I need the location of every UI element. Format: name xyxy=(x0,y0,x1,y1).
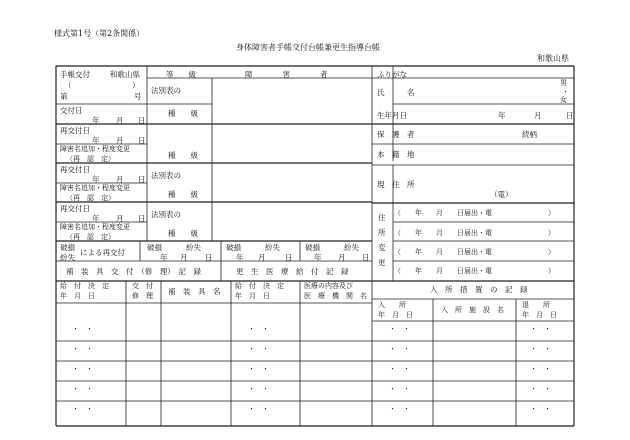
change-label-1: 障害名追加・程度変更 xyxy=(60,145,130,153)
addr-change-row-3: （ 年 月 日届出・電 ） xyxy=(394,248,555,256)
haso-1: 破損 xyxy=(147,243,162,252)
record-date-dots: ・ ・ xyxy=(72,405,93,413)
record-date-dots: ・ ・ xyxy=(530,365,551,373)
haso-2-year: 年 xyxy=(236,253,244,262)
dai-label: 第 xyxy=(60,92,68,101)
change-label-2: 障害名追加・程度変更 xyxy=(60,184,130,192)
shimei-label: 氏 名 xyxy=(377,88,415,97)
shugo-1: 種 級 xyxy=(168,109,198,118)
birth-day: 日 xyxy=(566,111,574,120)
saikoufubi-1-year: 年 xyxy=(92,136,100,145)
record-date-dots: ・ ・ xyxy=(72,325,93,333)
den-label: （電） xyxy=(490,190,513,199)
issuer-name: 和歌山県 xyxy=(537,54,569,63)
record-date-dots: ・ ・ xyxy=(248,365,269,373)
iryou-kikan-col: 医 療 機 関 名 xyxy=(304,292,367,300)
haso-3-day: 日 xyxy=(362,253,370,262)
record-date-dots: ・ ・ xyxy=(530,345,551,353)
ymd-2: 年 月 日 xyxy=(235,292,270,300)
record-date-dots: ・ ・ xyxy=(72,385,93,393)
shugo-3: 種 級 xyxy=(168,190,198,199)
haso-2: 破損 xyxy=(226,243,241,252)
saikoufubi-2-day: 日 xyxy=(138,175,146,184)
nyusho-name-col: 入 所 施 設 名 xyxy=(441,306,504,314)
paren-close: ） xyxy=(132,81,140,90)
sex-female: 女 xyxy=(560,96,567,104)
addr-change-row-1: （ 年 月 日届出・電 ） xyxy=(394,209,555,217)
record-date-dots: ・ ・ xyxy=(530,405,551,413)
record-date-dots: ・ ・ xyxy=(530,325,551,333)
saikoufubi-1-month: 月 xyxy=(116,136,124,145)
haso-label: 破損 xyxy=(60,243,75,252)
issue-label: 手帳交付 xyxy=(60,70,90,79)
honseki-label: 本 籍 地 xyxy=(377,150,415,159)
issue-pref: 和歌山県 xyxy=(110,70,140,79)
haso-2-day: 日 xyxy=(285,253,293,262)
haso-1-year: 年 xyxy=(160,253,168,262)
haso-3-month: 月 xyxy=(338,253,346,262)
sex-dot: ・ xyxy=(562,88,569,96)
koufubi-label: 交付日 xyxy=(60,106,83,115)
beppyou-3: 法別表の xyxy=(151,210,181,219)
record-date-dots: ・ ・ xyxy=(248,325,269,333)
koufubi-year: 年 xyxy=(92,116,100,125)
shuuri-col: 修 理 xyxy=(132,292,153,300)
funshitsu-1: 紛失 xyxy=(186,243,201,252)
saikoufubi-label-1: 再交付日 xyxy=(60,126,90,135)
saikoufubi-label-2: 再交付日 xyxy=(60,165,90,174)
form-title: 身体障害者手帳交付台帳兼更生指導台帳 xyxy=(236,43,380,52)
zokugara-label: 続柄 xyxy=(522,130,537,139)
shugo-2: 種 級 xyxy=(168,151,198,160)
record-date-dots: ・ ・ xyxy=(248,385,269,393)
genjusho-label: 現 住 所 xyxy=(377,180,415,189)
beppyou-1: 法別表の xyxy=(151,86,181,95)
funshitsu-3: 紛失 xyxy=(344,243,359,252)
ymd-1: 年 月 日 xyxy=(60,292,95,300)
record-date-dots: ・ ・ xyxy=(530,385,551,393)
nyusho-ymd: 年 月 日 xyxy=(378,311,413,319)
kyufu-kettei-2: 給 付 決 定 xyxy=(235,282,284,290)
funshitsu-label: 紛失 xyxy=(60,253,75,262)
saikoufubi-3-year: 年 xyxy=(92,214,100,223)
furigana-label: ふりがな xyxy=(377,70,407,79)
recognition-2: （再 認 定） xyxy=(66,194,115,202)
jusho-henkou-1: 住 xyxy=(378,213,386,222)
by-reissue-label: による再交付 xyxy=(80,248,125,257)
iryou-naiyou-col: 医療の内容及び xyxy=(304,282,353,290)
hogosha-label: 保 護 者 xyxy=(377,130,415,139)
record-date-dots: ・ ・ xyxy=(72,345,93,353)
beppyou-2: 法別表の xyxy=(151,171,181,180)
saikoufubi-3-month: 月 xyxy=(116,214,124,223)
birth-month: 月 xyxy=(534,111,542,120)
form-number: 様式第1号（第2条関係） xyxy=(54,29,145,38)
haso-1-month: 月 xyxy=(180,253,188,262)
record-date-dots: ・ ・ xyxy=(389,385,410,393)
koufubi-month: 月 xyxy=(116,116,124,125)
saikoufubi-3-day: 日 xyxy=(138,214,146,223)
saikoufubi-2-month: 月 xyxy=(116,175,124,184)
record-date-dots: ・ ・ xyxy=(248,405,269,413)
koufu-col: 交 付 xyxy=(132,282,153,290)
change-label-3: 障害名追加・程度変更 xyxy=(60,223,130,231)
record-date-dots: ・ ・ xyxy=(72,365,93,373)
sex-male: 男 xyxy=(560,79,567,87)
nyusho-header: 入 所 措 置 の 記 録 xyxy=(430,285,528,294)
hosougu-header: 補 装 具 交 付 （修 理） 記 録 xyxy=(66,267,201,276)
birth-year: 年 xyxy=(498,111,506,120)
funshitsu-2: 紛失 xyxy=(265,243,280,252)
addr-change-row-2: （ 年 月 日届出・電 ） xyxy=(394,229,555,237)
addr-change-row-4: （ 年 月 日届出・電 ） xyxy=(394,267,555,275)
paren-open: （ xyxy=(64,81,72,90)
shugo-4: 種 級 xyxy=(168,229,198,238)
hosouguname-col: 補 装 具 名 xyxy=(168,287,221,296)
kyufu-kettei-1: 給 付 決 定 xyxy=(60,282,109,290)
recognition-3: （再 認 定） xyxy=(66,233,115,241)
nyusho-col: 入 所 xyxy=(378,301,406,309)
taisho-col: 退 所 xyxy=(522,301,550,309)
haso-3: 破損 xyxy=(305,243,320,252)
record-date-dots: ・ ・ xyxy=(389,325,410,333)
record-date-dots: ・ ・ xyxy=(248,345,269,353)
saikoufubi-2-year: 年 xyxy=(92,175,100,184)
seinengappi-label: 生年月日 xyxy=(377,111,407,120)
jusho-henkou-3: 変 xyxy=(378,243,386,252)
jusho-henkou-2: 所 xyxy=(378,228,386,237)
saikoufubi-label-3: 再交付日 xyxy=(60,204,90,213)
taisho-ymd: 年 月 日 xyxy=(522,311,557,319)
haso-3-year: 年 xyxy=(314,253,322,262)
kousei-header: 更 生 医 療 給 付 記 録 xyxy=(236,267,349,276)
record-date-dots: ・ ・ xyxy=(389,405,410,413)
recognition-1: （再 認 定） xyxy=(66,155,115,163)
koufubi-day: 日 xyxy=(138,116,146,125)
record-date-dots: ・ ・ xyxy=(389,365,410,373)
saikoufubi-1-day: 日 xyxy=(138,136,146,145)
go-label: 号 xyxy=(134,92,142,101)
tokyu-header: 等 級 xyxy=(166,70,196,79)
jusho-henkou-4: 更 xyxy=(378,258,386,267)
haso-2-month: 月 xyxy=(258,253,266,262)
shougaisha-header: 障 害 者 xyxy=(245,70,328,79)
haso-1-day: 日 xyxy=(205,253,213,262)
record-date-dots: ・ ・ xyxy=(389,345,410,353)
